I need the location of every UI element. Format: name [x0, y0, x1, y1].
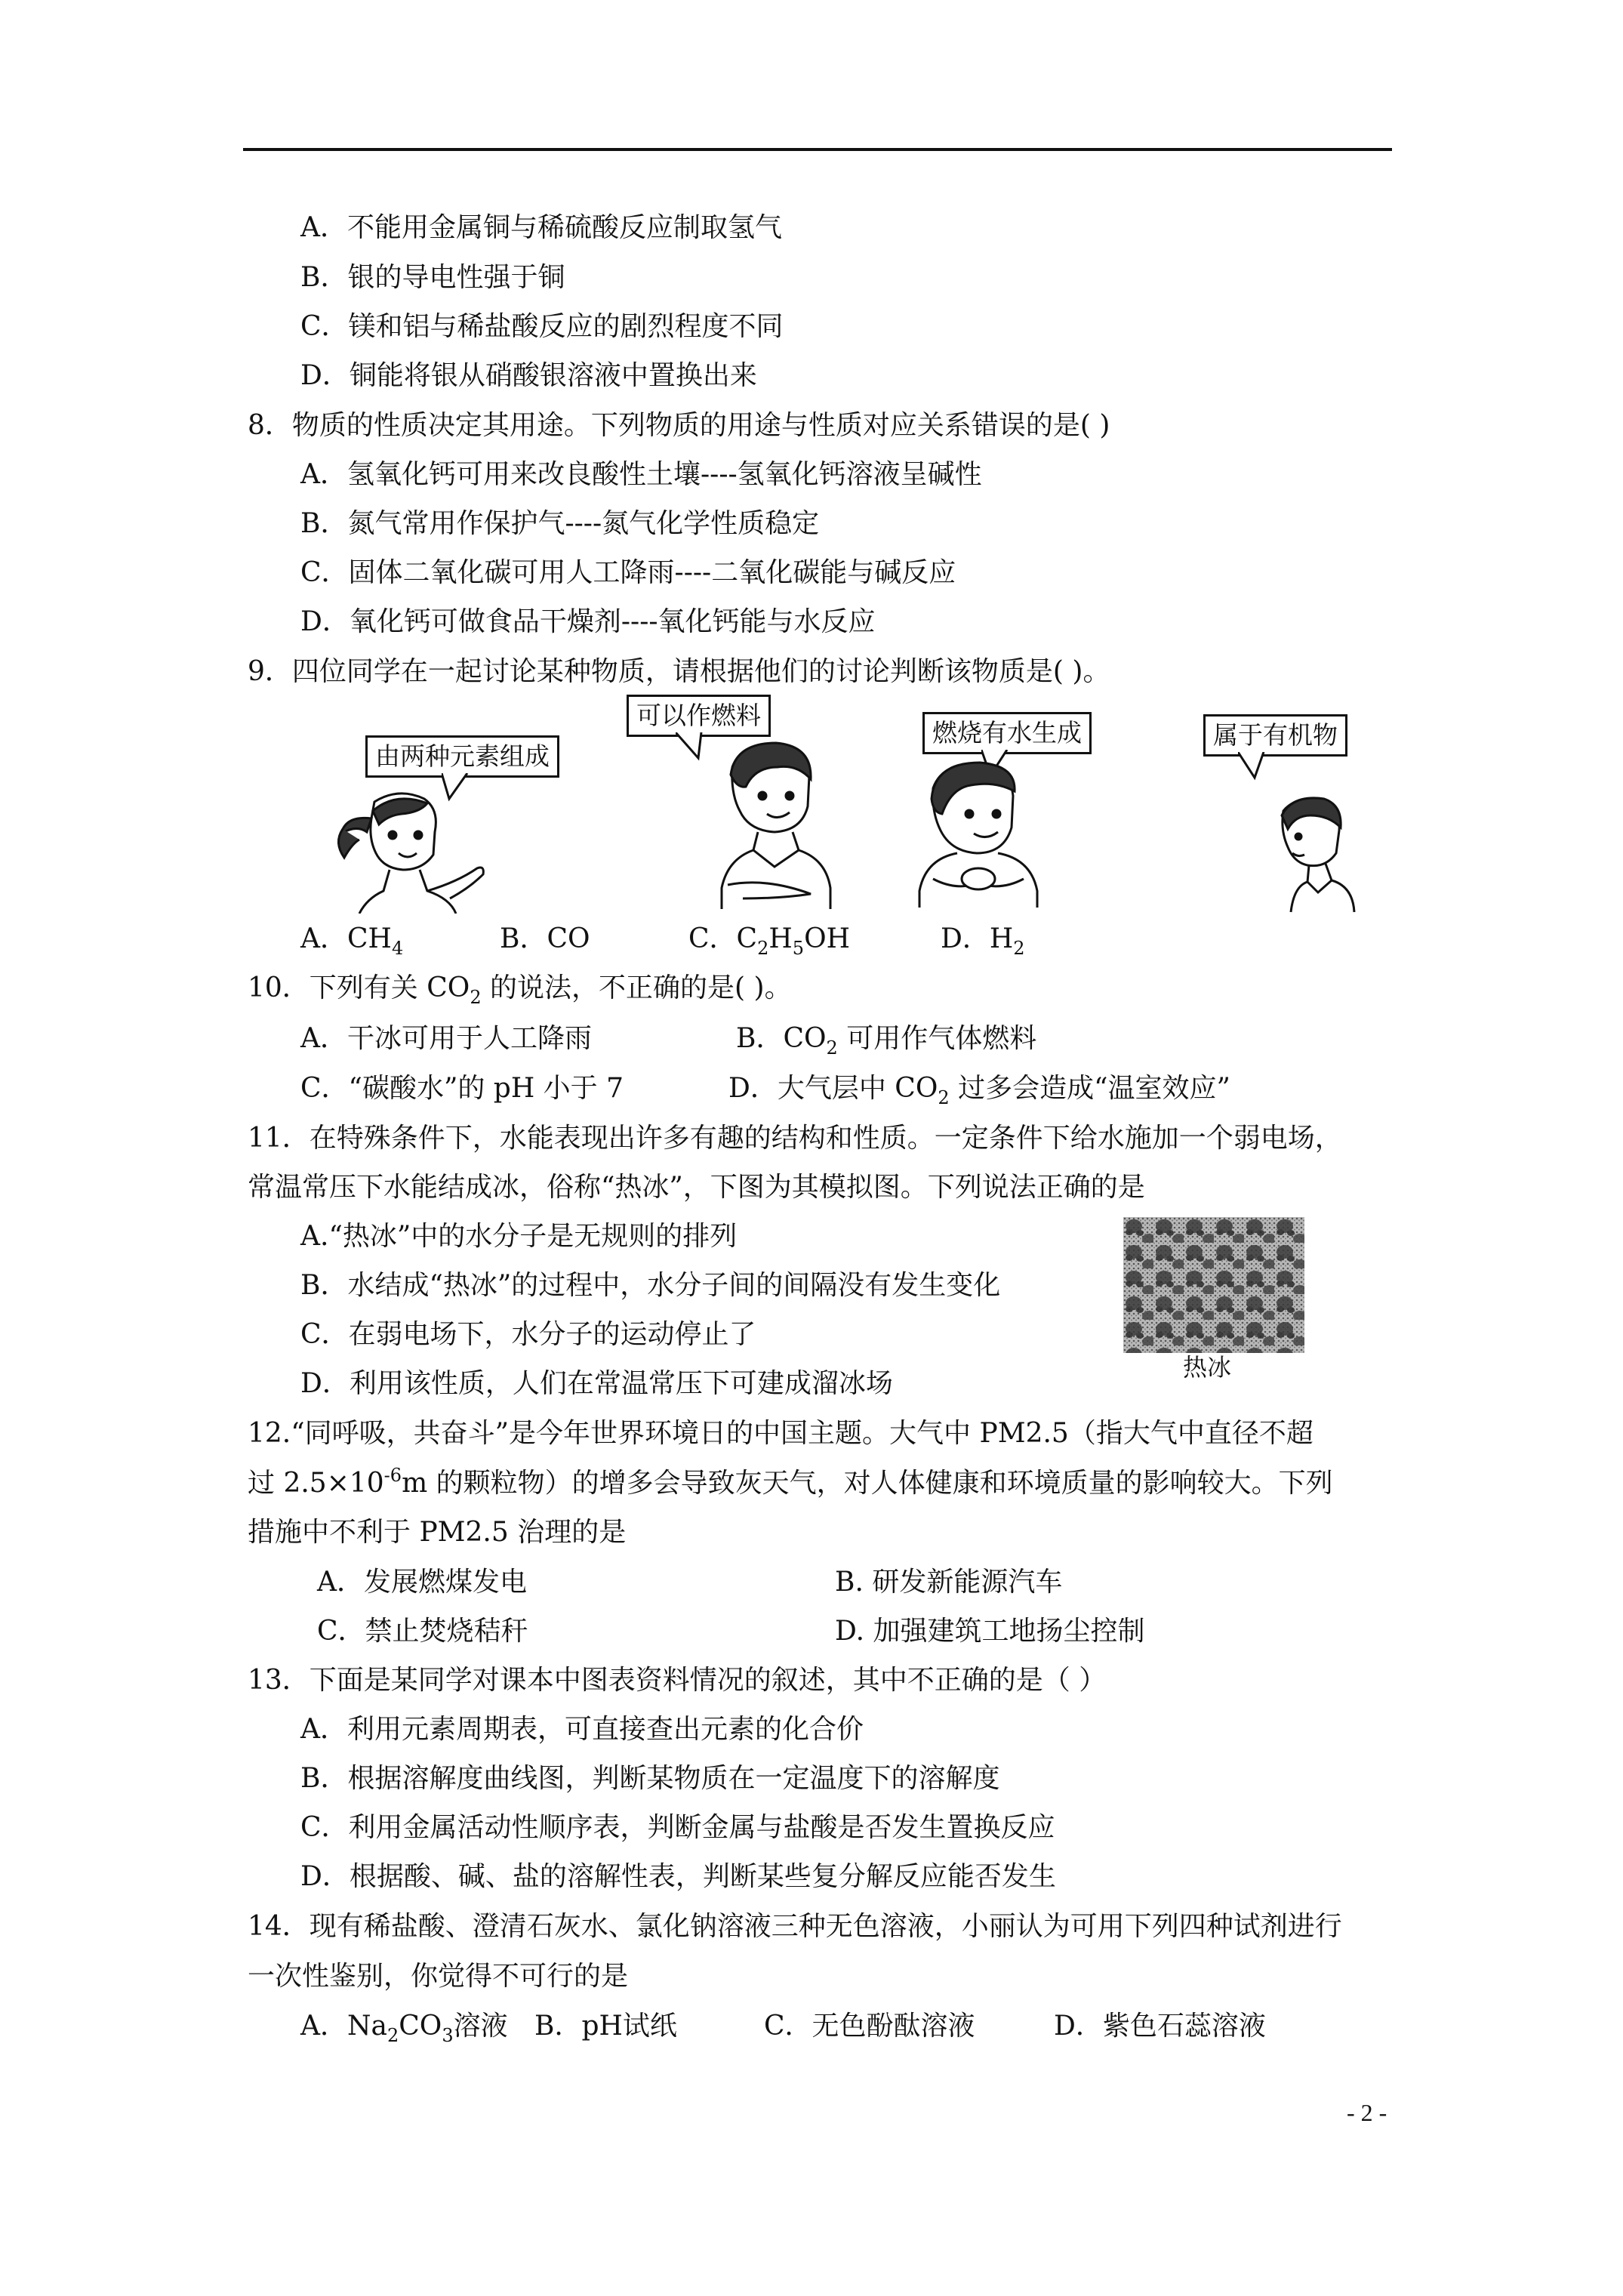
q12-stem-line3: 措施中不利于 PM2.5 治理的是	[248, 1517, 627, 1548]
q12-option-d: D. 加强建筑工地扬尘控制	[835, 1616, 1145, 1647]
q9-option-d: D．$H_2$	[941, 923, 1025, 959]
q10-option-d: D．大气层中 $CO_2$ 过多会造成“温室效应”	[728, 1073, 1230, 1108]
q8-option-a: A．氢氧化钙可用来改良酸性土壤----氢氧化钙溶液呈碱性	[300, 459, 982, 490]
q14-option-c: C．无色酚酞溶液	[764, 2011, 975, 2042]
hot-ice-molecular-image	[1123, 1217, 1304, 1353]
q7-option-d: D．铜能将银从硝酸银溶液中置换出来	[300, 360, 757, 391]
q7-option-a: A．不能用金属铜与稀硫酸反应制取氢气	[300, 212, 782, 243]
q14-option-d: D．紫色石蕊溶液	[1054, 2011, 1266, 2042]
q10-stem: 10．下列有关 $CO_2$ 的说法，不正确的是( )。	[248, 972, 792, 1008]
q12-stem-line2: 过 $2.5\times 10^{-6}m$ 的颗粒物）的增多会导致灰天气，对人体健康和环境质量的影响较大。下列	[248, 1465, 1333, 1499]
speech-bubble-3: 燃烧有水生成	[922, 712, 1092, 754]
q10-option-b: B．$CO_2$ 可用作气体燃料	[736, 1023, 1037, 1059]
q12-stem-line1: 12.“同呼吸，共奋斗”是今年世界环境日的中国主题。大气中 PM2.5（指大气中直径不超	[248, 1418, 1313, 1449]
q9-option-c: C．$C_2H_5OH$	[688, 923, 850, 959]
speech-tail-4	[1238, 752, 1283, 782]
q7-option-c: C．镁和铝与稀盐酸反应的剧烈程度不同	[300, 311, 784, 342]
q13-stem: 13．下面是某同学对课本中图表资料情况的叙述，其中不正确的是（ ）	[248, 1665, 1107, 1696]
q9-option-b: B．CO	[500, 923, 590, 954]
q14-option-b: B．pH试纸	[534, 2011, 677, 2042]
header-rule	[243, 148, 1392, 151]
q14-option-a: A．$Na_2CO_3$溶液	[300, 2011, 508, 2046]
q12-option-b: B. 研发新能源汽车	[835, 1567, 1063, 1598]
q11-option-c: C．在弱电场下，水分子的运动停止了	[300, 1319, 756, 1350]
speech-bubble-4: 属于有机物	[1203, 714, 1347, 757]
student-boy-profile-illustration	[1253, 793, 1366, 914]
speech-bubble-1: 由两种元素组成	[365, 735, 559, 778]
q13-option-c: C．利用金属活动性顺序表，判断金属与盐酸是否发生置换反应	[300, 1812, 1055, 1843]
q12-option-c: C．禁止焚烧秸秆	[317, 1616, 528, 1647]
q7-option-b: B．银的导电性强于铜	[300, 262, 565, 293]
q14-stem-line2: 一次性鉴别，你觉得不可行的是	[248, 1961, 629, 1992]
q8-option-d: D．氧化钙可做食品干燥剂----氧化钙能与水反应	[300, 606, 876, 637]
speech-bubble-2: 可以作燃料	[627, 695, 771, 737]
q11-option-a: A.“热冰”中的水分子是无规则的排列	[300, 1221, 738, 1252]
q10-option-c: C．“碳酸水”的 pH 小于 7	[300, 1073, 624, 1104]
q12-option-a: A．发展燃煤发电	[317, 1567, 527, 1598]
q11-option-b: B．水结成“热冰”的过程中，水分子间的间隔没有发生变化	[300, 1270, 1001, 1301]
student-boy-clasping-hands-illustration	[910, 758, 1046, 909]
q8-option-c: C．固体二氧化碳可用人工降雨----二氧化碳能与碱反应	[300, 557, 956, 588]
q11-option-d: D．利用该性质，人们在常温常压下可建成溜冰场	[300, 1368, 893, 1399]
q13-option-b: B．根据溶解度曲线图，判断某物质在一定温度下的溶解度	[300, 1763, 1000, 1794]
hot-ice-caption: 热冰	[1183, 1353, 1232, 1382]
page-number: - 2 -	[1347, 2099, 1387, 2126]
q8-option-b: B．氮气常用作保护气----氮气化学性质稳定	[300, 508, 820, 539]
q8-stem: 8．物质的性质决定其用途。下列物质的用途与性质对应关系错误的是( )	[248, 410, 1110, 441]
q14-stem-line1: 14．现有稀盐酸、澄清石灰水、氯化钠溶液三种无色溶液，小丽认为可用下列四种试剂进行	[248, 1911, 1342, 1942]
student-girl-illustration	[329, 785, 488, 914]
q13-option-d: D．根据酸、碱、盐的溶解性表，判断某些复分解反应能否发生	[300, 1861, 1056, 1892]
q11-stem-line2: 常温常压下水能结成冰，俗称“热冰”，下图为其模拟图。下列说法正确的是	[248, 1172, 1145, 1203]
q11-stem-line1: 11．在特殊条件下，水能表现出许多有趣的结构和性质。一定条件下给水施加一个弱电场，	[248, 1123, 1342, 1154]
student-boy-arms-crossed-illustration	[705, 737, 841, 911]
q9-stem: 9．四位同学在一起讨论某种物质，请根据他们的讨论判断该物质是( )。	[248, 656, 1110, 687]
q13-option-a: A．利用元素周期表，可直接查出元素的化合价	[300, 1714, 864, 1745]
q10-option-a: A．干冰可用于人工降雨	[300, 1023, 592, 1054]
q9-option-a: A．$CH_4$	[300, 923, 404, 959]
